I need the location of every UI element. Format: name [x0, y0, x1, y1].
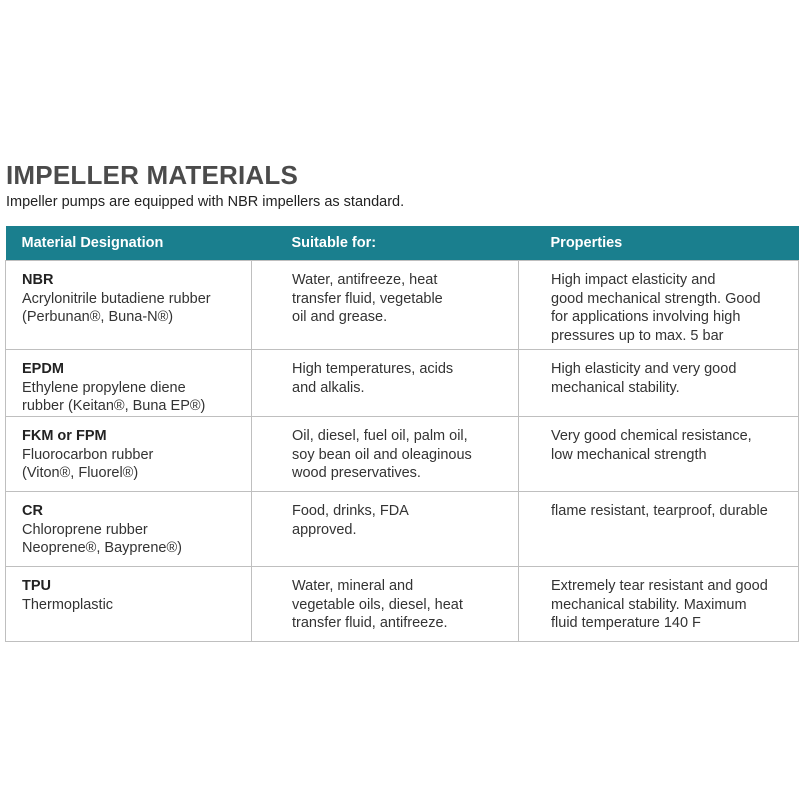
- material-description: Ethylene propylene diene rubber (Keitan®, Buna EP®): [22, 379, 206, 414]
- material-name: FKM or FPM: [22, 428, 107, 444]
- properties-cell: [519, 417, 799, 492]
- properties-text: Extremely tear resistant and good mechanical stability. Maximum fluid temperature 140 F: [551, 578, 768, 631]
- table-row: [6, 350, 799, 417]
- column-header-suitable: Suitable for:: [252, 226, 519, 261]
- page-subtitle: Impeller pumps are equipped with NBR impellers as standard.: [6, 194, 405, 210]
- material-description: Thermoplastic: [22, 596, 114, 613]
- material-name: NBR: [22, 272, 54, 288]
- properties-text: Very good chemical resistance, low mechanical strength: [551, 428, 752, 463]
- properties-text: High impact elasticity and good mechanical strength. Good for applications involving high pressures up to max. 5 bar: [551, 272, 761, 344]
- material-description: Chloroprene rubber Neoprene®, Bayprene®): [22, 521, 183, 556]
- table-row: [6, 492, 799, 567]
- material-cell: [6, 261, 252, 350]
- material-description: Fluorocarbon rubber (Viton®, Fluorel®): [22, 446, 154, 481]
- properties-text: High elasticity and very good mechanical stability.: [551, 361, 737, 396]
- material-cell: [6, 492, 252, 567]
- column-header-properties: Properties: [519, 226, 799, 261]
- materials-table: [5, 226, 799, 642]
- material-description: Acrylonitrile butadiene rubber (Perbunan®, Buna-N®): [22, 290, 211, 325]
- properties-cell: [519, 350, 799, 417]
- properties-text: flame resistant, tearproof, durable: [551, 503, 768, 519]
- suitable-text: Water, antifreeze, heat transfer fluid, vegetable oil and grease.: [292, 272, 443, 325]
- properties-cell: [519, 567, 799, 642]
- suitable-cell: [252, 492, 519, 567]
- table-row: [6, 417, 799, 492]
- suitable-cell: [252, 417, 519, 492]
- material-cell: [6, 350, 252, 417]
- material-name: TPU: [22, 578, 51, 594]
- page-title: IMPELLER MATERIALS: [6, 160, 298, 190]
- material-name: EPDM: [22, 361, 64, 377]
- table-header-row: [6, 226, 799, 261]
- suitable-text: Oil, diesel, fuel oil, palm oil, soy bean oil and oleaginous wood preservatives.: [292, 428, 472, 481]
- material-cell: [6, 567, 252, 642]
- suitable-text: High temperatures, acids and alkalis.: [292, 361, 454, 396]
- table-row: [6, 261, 799, 350]
- suitable-cell: [252, 567, 519, 642]
- suitable-cell: [252, 350, 519, 417]
- table-row: [6, 567, 799, 642]
- suitable-text: Food, drinks, FDA approved.: [292, 503, 409, 538]
- material-name: CR: [22, 503, 43, 519]
- column-header-material: Material Designation: [6, 226, 252, 261]
- properties-cell: [519, 492, 799, 567]
- suitable-cell: [252, 261, 519, 350]
- material-cell: [6, 417, 252, 492]
- suitable-text: Water, mineral and vegetable oils, diesel, heat transfer fluid, antifreeze.: [292, 578, 463, 631]
- properties-cell: [519, 261, 799, 350]
